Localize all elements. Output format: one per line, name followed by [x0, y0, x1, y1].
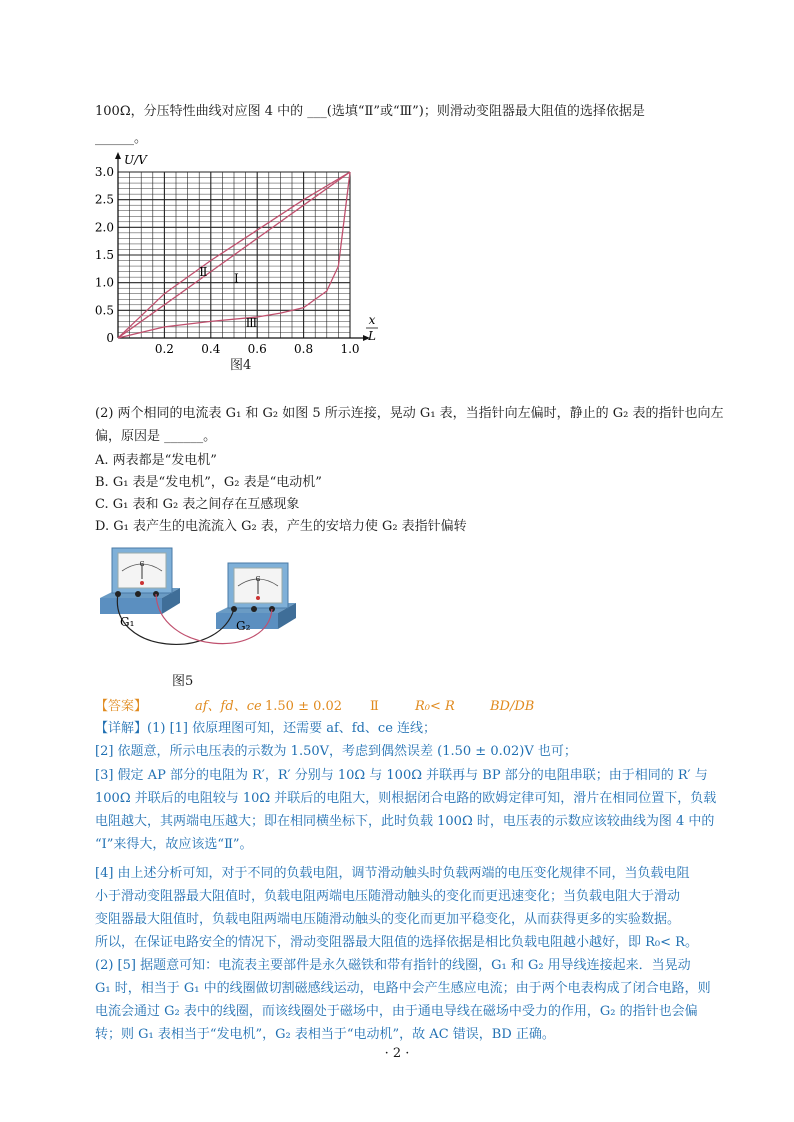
explanation-line-12: 电流会通过 G₂ 表中的线圈，而该线圈处于磁场中，由于通电导线在磁场中受力的作用，G₂ 的指针也会偏 — [95, 1004, 698, 1019]
series-label-2: Ⅱ — [199, 265, 208, 280]
figure4-caption: 图4 — [230, 358, 252, 373]
label-g2: G₂ — [236, 619, 251, 633]
y-tick-label: 1.5 — [94, 248, 114, 262]
explanation-line-11: G₁ 时，相当于 G₁ 中的线圈做切割磁感线运动，电路中会产生感应电流；由于两个电表构成了闭合电路，则 — [95, 981, 711, 996]
answer-row — [95, 698, 535, 716]
x-tick-label: 0.4 — [201, 342, 221, 356]
y-tick-label: 3.0 — [94, 165, 114, 179]
explanation-line-10: (2) [5] 据题意可知：电流表主要部件是永久磁铁和带有指针的线圈，G₁ 和 G₂ 用导线连接起来．当晃动 — [95, 958, 691, 973]
explanation-line-0 — [95, 720, 436, 738]
explanation-line-2: [3] 假定 AP 部分的电阻为 R′，R′ 分别与 10Ω 与 100Ω 并联再与 BP 部分的电阻串联；由于相同的 R′ 与 — [95, 768, 708, 783]
answer-item-3: Ⅱ — [370, 699, 379, 714]
explanation-line-1: [2] 依题意，所示电压表的示数为 1.50V，考虑到偶然误差 (1.50 ± 0.02)V 也可； — [95, 744, 577, 759]
y-tick-label: 0.5 — [94, 303, 114, 318]
y-tick-label: 2.5 — [94, 192, 114, 207]
option-c: C. G₁ 表和 G₂ 表之间存在互感现象 — [95, 497, 300, 512]
y-tick-label: 0 — [106, 331, 114, 345]
answer-item-4: R₀< R — [415, 699, 455, 714]
chart-labels — [124, 153, 378, 343]
explanation-line-13: 转；则 G₁ 表相当于“发电机”，G₂ 表相当于“电动机”，故 AC 错误，BD 正确。 — [95, 1027, 555, 1042]
meter-g2-symbol: G — [255, 576, 261, 583]
explanation-line-4: 电阻越大，其两端电压越大；即在相同横坐标下，此时负载 100Ω 时，电压表的示数应该较曲线为图 4 中的 — [95, 814, 715, 829]
explanation-label: 【详解】 — [95, 721, 148, 736]
page-number: · 2 · — [384, 1046, 410, 1061]
x-tick-label: 1.0 — [340, 342, 360, 356]
question-line-2: ______。 — [95, 131, 148, 146]
figure5-illustration — [98, 543, 358, 663]
figure5-caption: 图5 — [172, 674, 194, 689]
y-tick-label: 1.0 — [94, 275, 114, 290]
label-g1: G₁ — [120, 615, 135, 629]
x-axis-label-den: L — [368, 329, 376, 343]
x-tick-label: 0.2 — [154, 342, 174, 356]
question-line-1: 100Ω，分压特性曲线对应图 4 中的 ___(选填“Ⅱ”或“Ⅲ”)；则滑动变阻器最大阻值的选择依据是 — [95, 104, 645, 119]
answer-item-1: af、fd、ce — [195, 699, 262, 714]
answer-label: 【答案】 — [95, 699, 148, 714]
meter-g2 — [216, 563, 296, 629]
q2-line-2: 偏，原因是 ______。 — [95, 429, 217, 444]
explanation-line-7: 小于滑动变阻器最大阻值时，负载电阻两端电压随滑动触头的变化而更迅速变化；当负载电阻大于滑动 — [95, 889, 681, 904]
meter-g1 — [100, 548, 180, 614]
answer-item-2: 1.50 ± 0.02 — [265, 699, 343, 714]
y-axis-label: U/V — [124, 153, 147, 167]
x-axis-label-num: x — [368, 313, 376, 327]
x-tick-label: 0.8 — [294, 342, 314, 356]
y-axis-arrow — [115, 152, 121, 159]
option-b: B. G₁ 表是“发电机”，G₂ 表是“电动机” — [95, 475, 322, 490]
answer-item-5: BD/DB — [490, 699, 535, 714]
q2-line-1: (2) 两个相同的电流表 G₁ 和 G₂ 如图 5 所示连接，晃动 G₁ 表，当指针向左偏时，静止的 G₂ 表的指针也向左 — [95, 406, 724, 421]
series-label-1: Ⅰ — [234, 271, 239, 286]
explanation-line-5: “Ⅰ”来得大，故应该选“Ⅱ”。 — [95, 837, 253, 852]
explanation-line-9: 所以，在保证电路安全的情况下，滑动变阻器最大阻值的选择依据是相比负载电阻越小越好，即 R₀< R。 — [95, 935, 698, 950]
option-a: A. 两表都是“发电机” — [95, 453, 217, 468]
option-d: D. G₁ 表产生的电流流入 G₂ 表，产生的安培力使 G₂ 表指针偏转 — [95, 519, 467, 534]
explanation-line-8: 变阻器最大阻值时，负载电阻两端电压随滑动触头的变化而更加平稳变化，从而获得更多的实验数据。 — [95, 912, 681, 927]
figure4-chart — [88, 145, 388, 380]
explanation-line-3: 100Ω 并联后的电阻较与 10Ω 并联后的电阻大，则根据闭合电路的欧姆定律可知，滑片在相同位置下，负载 — [95, 791, 717, 806]
series-label-3: Ⅲ — [245, 315, 258, 330]
explanation-text-0: (1) [1] 依原理图可知，还需要 af、fd、ce 连线； — [147, 721, 437, 736]
explanation-line-6: [4] 由上述分析可知，对于不同的负载电阻，调节滑动触头时负载两端的电压变化规律不同，当负载电阻 — [95, 866, 690, 881]
x-tick-label: 0.6 — [247, 342, 267, 356]
meter-g1-symbol: G — [139, 561, 145, 568]
y-tick-label: 2.0 — [94, 220, 114, 235]
